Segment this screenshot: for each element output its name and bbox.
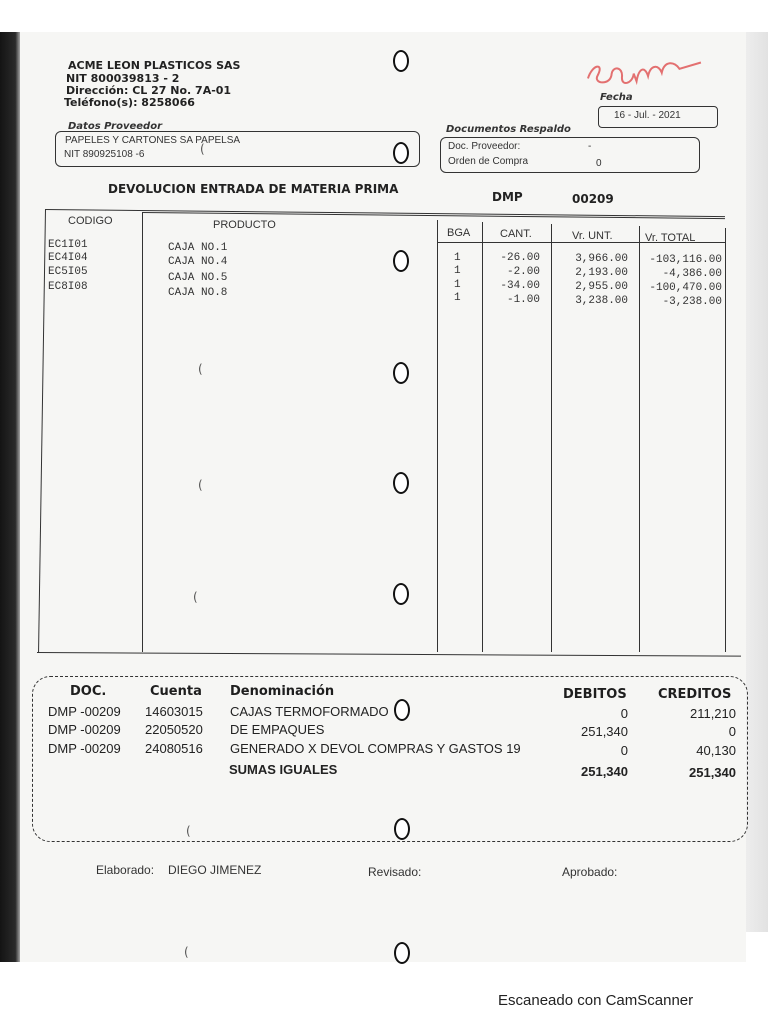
- row-cant: -26.00: [500, 252, 540, 264]
- punch-hole-icon: [393, 50, 409, 72]
- row-unit: 3,238.00: [575, 295, 628, 307]
- print-mark-icon: (: [198, 362, 203, 376]
- supplier-label: Datos Proveedor: [68, 121, 162, 132]
- print-mark-icon: (: [193, 590, 198, 604]
- row-unit: 3,966.00: [575, 253, 628, 265]
- elaborado-value: DIEGO JIMENEZ: [168, 863, 262, 877]
- company-phone: Teléfono(s): 8258066: [64, 96, 195, 109]
- punch-hole-icon: [393, 362, 409, 384]
- row-producto: CAJA NO.8: [168, 287, 228, 299]
- doc-proveedor-value: -: [588, 141, 592, 152]
- doc-proveedor-label: Doc. Proveedor:: [448, 141, 521, 152]
- date-value: 16 - Jul. - 2021: [614, 110, 681, 121]
- revisado-label: Revisado:: [368, 865, 422, 879]
- punch-hole-icon: [393, 142, 409, 164]
- acc-row-debito: 251,340: [581, 724, 628, 739]
- punch-hole-icon: [393, 250, 409, 272]
- acc-row-debito: 0: [620, 743, 628, 758]
- table-col-3: [482, 222, 483, 652]
- row-cant: -1.00: [506, 294, 540, 306]
- acc-header-denominacion: Denominación: [230, 684, 335, 699]
- row-bga: 1: [454, 279, 461, 291]
- acc-row-doc: DMP -00209: [48, 704, 121, 719]
- acc-row-credito: 211,210: [689, 706, 736, 721]
- aprobado-label: Aprobado:: [562, 865, 618, 879]
- punch-hole-icon: [394, 942, 410, 964]
- acc-row-credito: 40,130: [696, 743, 736, 758]
- row-cant: -2.00: [506, 266, 540, 278]
- doc-code-prefix: DMP: [492, 190, 523, 204]
- row-producto: CAJA NO.4: [168, 256, 228, 268]
- orden-compra-value: 0: [596, 158, 602, 169]
- elaborado-label: Elaborado:: [96, 863, 155, 877]
- acc-row-denominacion: DE EMPAQUES: [230, 722, 325, 737]
- scan-dark-edge: [0, 32, 22, 962]
- col-header-producto: PRODUCTO: [213, 219, 276, 231]
- row-unit: 2,193.00: [575, 267, 628, 279]
- col-header-total: Vr. TOTAL: [645, 232, 696, 244]
- row-bga: 1: [454, 292, 461, 304]
- row-codigo: EC5I05: [48, 266, 88, 278]
- row-bga: 1: [454, 265, 461, 277]
- totals-credito: 251,340: [689, 765, 736, 780]
- acc-header-doc: DOC.: [70, 684, 107, 699]
- supplier-name: PAPELES Y CARTONES SA PAPELSA: [65, 135, 241, 146]
- table-col-2: [437, 220, 438, 652]
- acc-row-cuenta: 14603015: [145, 704, 203, 719]
- company-name: ACME LEON PLASTICOS SAS: [68, 59, 241, 72]
- row-codigo: EC1I01: [48, 239, 88, 251]
- row-codigo: EC8I08: [48, 281, 88, 293]
- acc-row-doc: DMP -00209: [48, 722, 121, 737]
- acc-header-creditos: CREDITOS: [658, 687, 732, 702]
- acc-header-debitos: DEBITOS: [563, 687, 627, 702]
- documents-label: Documentos Respaldo: [446, 124, 571, 135]
- punch-hole-icon: [393, 583, 409, 605]
- acc-row-cuenta: 24080516: [145, 741, 203, 756]
- orden-compra-label: Orden de Compra: [448, 156, 529, 167]
- acc-row-denominacion: CAJAS TERMOFORMADO: [230, 704, 389, 719]
- row-producto: CAJA NO.5: [168, 272, 228, 284]
- row-total: -4,386.00: [662, 268, 722, 280]
- acc-row-credito: 0: [728, 724, 736, 739]
- acc-row-doc: DMP -00209: [48, 741, 121, 756]
- row-total: -100,470.00: [649, 282, 722, 294]
- totals-label: SUMAS IGUALES: [229, 762, 338, 777]
- camscanner-watermark: Escaneado con CamScanner: [498, 992, 694, 1009]
- print-mark-icon: (: [198, 478, 203, 492]
- doc-code-number: 00209: [572, 192, 614, 206]
- col-header-cant: CANT.: [500, 228, 532, 240]
- company-address: Dirección: CL 27 No. 7A-01: [66, 84, 232, 97]
- row-total: -3,238.00: [662, 296, 722, 308]
- company-nit: NIT 800039813 - 2: [66, 72, 180, 85]
- acc-row-debito: 0: [620, 706, 628, 721]
- document-title: DEVOLUCION ENTRADA DE MATERIA PRIMA: [108, 182, 399, 196]
- col-header-unit: Vr. UNT.: [572, 230, 613, 242]
- row-bga: 1: [454, 252, 461, 264]
- acc-row-cuenta: 22050520: [145, 722, 203, 737]
- totals-debito: 251,340: [581, 764, 628, 779]
- col-header-codigo: CODIGO: [68, 215, 113, 227]
- acc-row-denominacion: GENERADO X DEVOL COMPRAS Y GASTOS 19: [230, 741, 521, 756]
- row-unit: 2,955.00: [575, 281, 628, 293]
- table-col-1: [142, 212, 143, 652]
- row-producto: CAJA NO.1: [168, 242, 228, 254]
- row-codigo: EC4I04: [48, 252, 88, 264]
- col-header-bga: BGA: [447, 227, 471, 239]
- print-mark-icon: (: [186, 824, 191, 838]
- row-total: -103,116.00: [649, 254, 722, 266]
- print-mark-icon: (: [184, 945, 189, 959]
- date-label: Fecha: [600, 92, 633, 103]
- acc-header-cuenta: Cuenta: [150, 684, 202, 699]
- supplier-nit: NIT 890925108 -6: [64, 149, 145, 160]
- row-cant: -34.00: [500, 280, 540, 292]
- punch-hole-icon: [393, 472, 409, 494]
- table-col-4: [551, 224, 552, 652]
- table-col-6: [725, 228, 726, 652]
- print-mark-icon: (: [200, 142, 205, 156]
